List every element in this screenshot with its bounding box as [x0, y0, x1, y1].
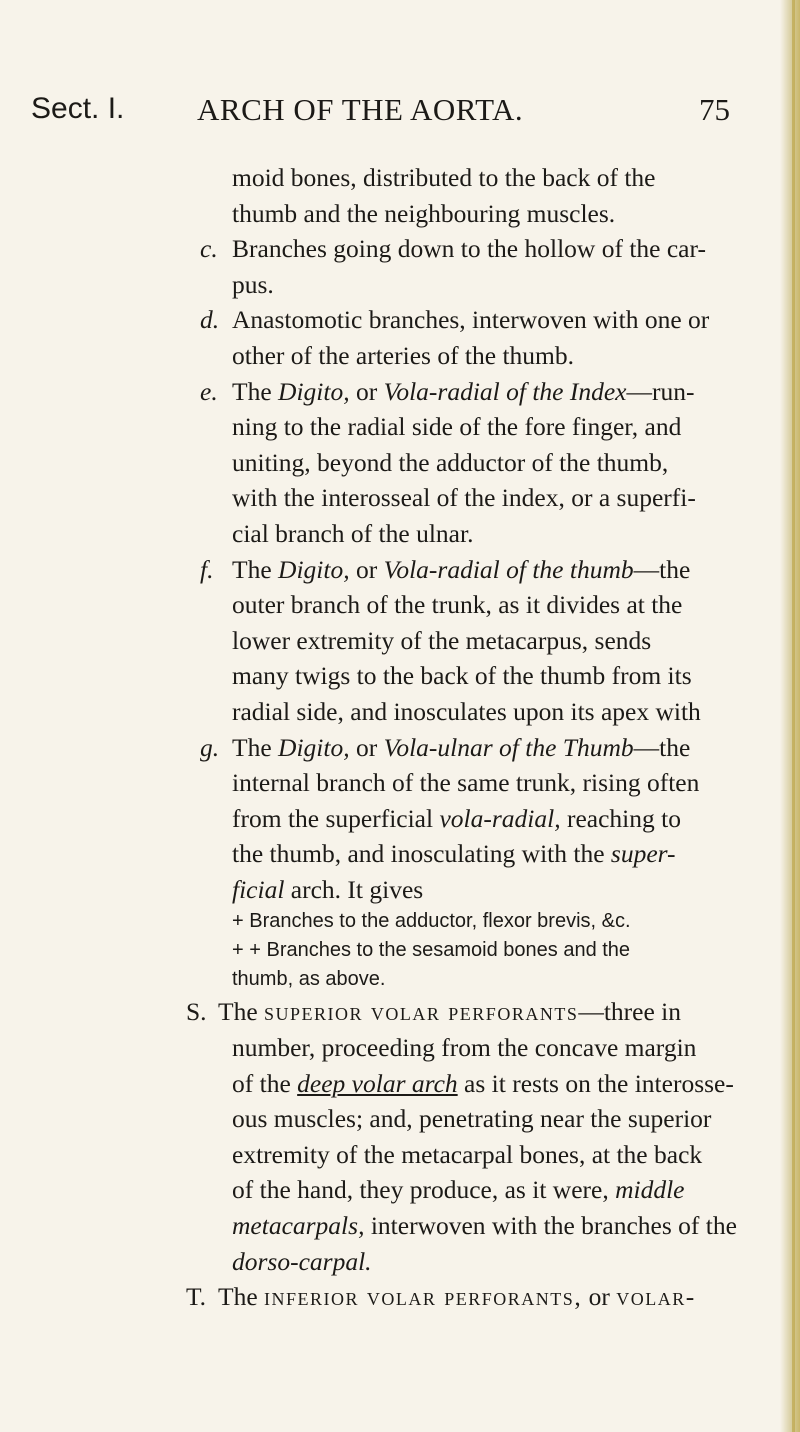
- text-line: cial branch of the ulnar.: [232, 518, 474, 548]
- text-line: T. The inferior volar perforants, or volar-: [186, 1279, 670, 1315]
- item-label-g: g.: [200, 732, 220, 762]
- text-line: f. The Digito, or Vola-radial of the thumb—the: [200, 552, 670, 588]
- sub-item-line: + Branches to the adductor, flexor brevis, &c.: [232, 910, 631, 933]
- item-label-T: T.: [186, 1282, 207, 1312]
- item-label-e: e.: [200, 376, 218, 406]
- text-line: the thumb, and inosculating with the super-: [232, 839, 676, 869]
- page-number: 75: [699, 92, 730, 127]
- page-gilt-edge: [780, 0, 800, 1432]
- text-line: ous muscles; and, penetrating near the superior: [232, 1104, 712, 1134]
- text-line: moid bones, distributed to the back of the: [232, 163, 656, 192]
- text-line: of the hand, they produce, as it were, middle: [232, 1175, 685, 1205]
- text-line: from the superficial vola-radial, reaching to: [232, 803, 681, 833]
- text-line: outer branch of the trunk, as it divides at the: [232, 590, 683, 620]
- body-text: [186, 160, 737, 1315]
- text-line: pus.: [232, 269, 274, 299]
- sub-item-line: thumb, as above.: [232, 968, 386, 991]
- item-label-f: f.: [200, 554, 214, 584]
- text-line: thumb and the neighbouring muscles.: [232, 198, 616, 228]
- text-line: uniting, beyond the adductor of the thumb,: [232, 447, 669, 477]
- section-label: Sect. I.: [31, 92, 125, 125]
- item-label-c: c.: [200, 234, 218, 264]
- text-line: metacarpals, interwoven with the branches of the: [232, 1211, 737, 1241]
- sub-item-line: + + Branches to the sesamoid bones and the: [232, 939, 631, 962]
- text-line: radial side, and inosculates upon its apex with: [232, 696, 701, 726]
- text-line: other of the arteries of the thumb.: [232, 340, 575, 370]
- text-line: S. The superior volar perforants—three in: [186, 994, 670, 1030]
- text-line: c. Branches going down to the hollow of the car-: [200, 231, 670, 267]
- text-line: e. The Digito, or Vola-radial of the Index—run-: [200, 374, 670, 410]
- text-line: internal branch of the same trunk, rising often: [232, 768, 700, 798]
- running-header: [0, 92, 800, 132]
- text-line: g. The Digito, or Vola-ulnar of the Thumb—the: [200, 730, 670, 766]
- text-line: with the interosseal of the index, or a superfi-: [232, 483, 696, 513]
- running-title: ARCH OF THE AORTA.: [197, 92, 524, 127]
- text-line: number, proceeding from the concave margin: [232, 1033, 697, 1063]
- text-line: ning to the radial side of the fore finger, and: [232, 412, 682, 442]
- text-line: lower extremity of the metacarpus, sends: [232, 625, 652, 655]
- item-label-d: d.: [200, 305, 220, 335]
- text-line: dorso-carpal.: [232, 1246, 372, 1276]
- text-line: ficial arch. It gives: [232, 874, 424, 904]
- text-line: d. Anastomotic branches, interwoven with one or: [200, 302, 670, 338]
- text-line: of the deep volar arch as it rests on the interosse-: [232, 1068, 734, 1098]
- page-edge-line: [792, 0, 795, 1432]
- item-label-S: S.: [186, 997, 207, 1027]
- text-line: extremity of the metacarpal bones, at the back: [232, 1139, 703, 1169]
- text-line: many twigs to the back of the thumb from its: [232, 661, 692, 691]
